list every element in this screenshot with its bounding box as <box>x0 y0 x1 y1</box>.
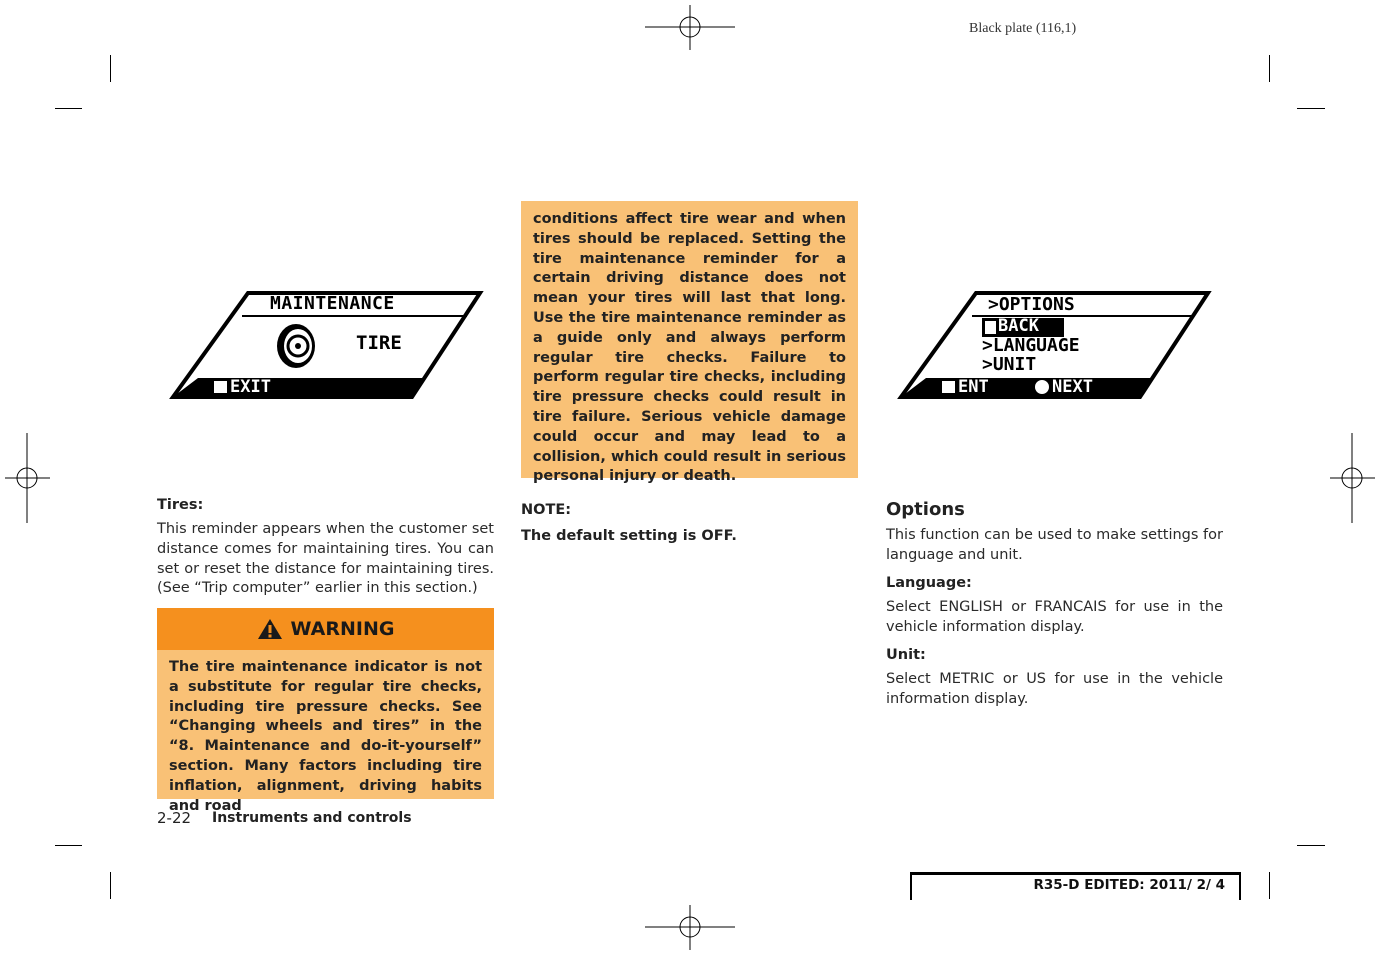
language-item: >LANGUAGE <box>982 335 1080 356</box>
registration-mark-right <box>1330 433 1375 523</box>
options-display-figure <box>898 290 1210 400</box>
section-title: Instruments and controls <box>212 810 412 826</box>
warning-header <box>157 608 494 650</box>
registration-mark-top <box>645 5 735 50</box>
plate-label: Black plate (116,1) <box>969 21 1077 36</box>
tires-heading: Tires: <box>157 497 204 513</box>
warning-body-box <box>157 650 494 814</box>
exit-label: EXIT <box>230 377 271 397</box>
warning-title: WARNING <box>290 618 395 640</box>
tire-label: TIRE <box>356 332 402 354</box>
options-heading: Options <box>886 499 965 520</box>
next-dot-icon <box>1035 380 1049 394</box>
registration-mark-bottom <box>645 905 735 950</box>
enter-icon <box>942 381 955 393</box>
language-body: Select ENGLISH or FRANCAIS for use in the vehicle information display. <box>886 599 1223 635</box>
tire-icon <box>274 322 322 370</box>
options-body: This function can be used to make settings for language and unit. <box>886 527 1223 563</box>
warning-text: The tire maintenance indicator is not a substitute for regular tire checks, including tire pressure checks. See “Changing wheels and tires” in the “8. Maintenance and do-it-yourself” section. Many factors including tire inflation, alignment, driving habits and road <box>169 659 482 814</box>
unit-heading: Unit: <box>886 647 926 663</box>
edited-text: R35-D EDITED: 2011/ 2/ 4 <box>1033 877 1225 893</box>
maintenance-title: MAINTENANCE <box>270 293 395 314</box>
edited-stamp <box>910 872 1241 900</box>
exit-icon <box>214 381 227 393</box>
unit-item: >UNIT <box>982 354 1037 375</box>
maintenance-display-figure <box>170 290 482 400</box>
language-heading: Language: <box>886 575 972 591</box>
unit-body: Select METRIC or US for use in the vehicle information display. <box>886 671 1223 707</box>
note-label: NOTE: <box>521 502 572 518</box>
tires-body: This reminder appears when the customer set distance comes for maintaining tires. You can set or reset the distance for maintaining tires. (See “Trip computer” earlier in this section.) <box>157 521 494 597</box>
ent-label: ENT <box>958 377 989 397</box>
warning-continued-box <box>521 201 858 485</box>
warning-triangle-icon <box>257 618 283 640</box>
back-item: BACK <box>998 316 1039 336</box>
note-text: The default setting is OFF. <box>521 528 737 544</box>
back-icon <box>985 321 996 334</box>
options-title: >OPTIONS <box>988 294 1075 315</box>
page-number: 2-22 <box>157 809 192 827</box>
registration-mark-left <box>5 433 50 523</box>
warning-continued-text: conditions affect tire wear and when tires should be replaced. Setting the tire maintenance reminder for a certain driving distance does not mean your tires will last that long. Use the tire maintenance reminder as a guide only and always perform regular tire checks. Failure to perform regular tire checks, including tire pressure checks could result in tire failure. Serious vehicle damage could occur and may lead to a collision, which could result in serious personal injury or death. <box>533 211 846 485</box>
next-label: NEXT <box>1052 377 1093 397</box>
